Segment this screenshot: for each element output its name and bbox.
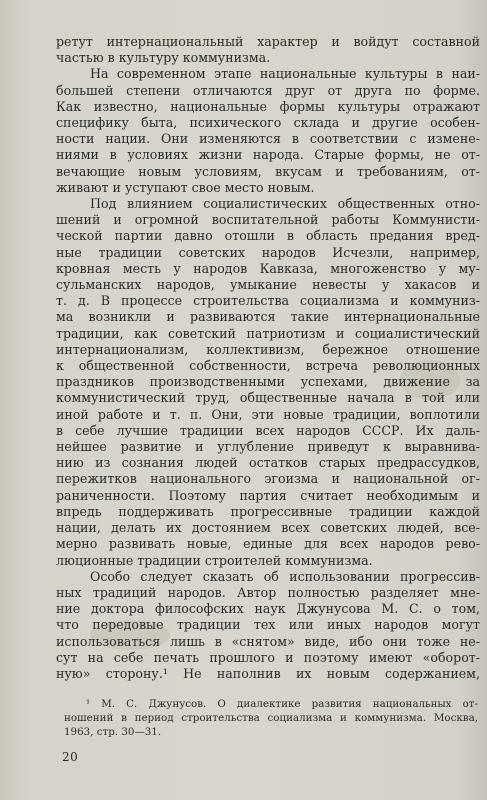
text-line: что передовые традиции тех или иных народов могут — [56, 617, 480, 633]
paragraph — [56, 66, 480, 196]
paragraph — [56, 196, 480, 569]
text-line: ную» сторону.¹ Не наполнив их новым содержанием, — [56, 665, 480, 681]
text-line: т. д. В процессе строительства социализма и коммуниз- — [56, 293, 480, 309]
text-line: нейшее развитие и углубление приведут к выравнива- — [56, 439, 480, 455]
text-line: Под влиянием социалистических общественных отно- — [90, 196, 480, 212]
text-line: использоваться лишь в «снятом» виде, ибо они тоже не- — [56, 633, 480, 649]
text-line: Как известно, национальные формы культуры отражают — [56, 98, 480, 114]
text-line: ние доктора философских наук Джунусова М. С. о том, — [56, 601, 480, 617]
text-line: раниченности. Поэтому партия считает необходимым и — [56, 487, 480, 503]
text-line: пережитков национального эгоизма и национальной ог- — [56, 471, 480, 487]
text-line: вечающие новым условиям, вкусам и требованиям, от- — [56, 163, 480, 179]
text-line: сут на себе печать прошлого и поэтому имеют «оборот- — [56, 649, 480, 665]
text-line: нию из сознания людей остатков старых предрассудков, — [56, 455, 480, 471]
text-line: На современном этапе национальные культуры в наи- — [90, 66, 480, 82]
text-line: сульманских народов, умыкание невесты у хакасов и — [56, 277, 480, 293]
text-line: нации, делать их достоянием всех советских людей, все- — [56, 520, 480, 536]
footnote-line: ¹ М. С. Джунусов. О диалектике развития национальных от- — [86, 698, 478, 710]
text-line: кровная месть у народов Кавказа, многоженство у му- — [56, 260, 480, 276]
text-line: интернационализм, коллективизм, бережное отношение — [56, 341, 480, 357]
footnote — [64, 697, 478, 739]
text-line: люционные традиции строителей коммунизма. — [56, 552, 373, 568]
text-line: Особо следует сказать об использовании прогрессив- — [90, 568, 480, 584]
text-line: шений и огромной воспитательной работы Коммунисти- — [56, 212, 480, 228]
text-line: иной работе и т. п. Они, эти новые традиции, воплотили — [56, 406, 480, 422]
paragraph — [56, 34, 480, 66]
text-line: большей степени отличаются друг от друга по форме. — [56, 82, 480, 98]
text-line: впредь поддерживать прогрессивные традиции каждой — [56, 503, 480, 519]
footnotes — [64, 697, 478, 739]
text-line: ных традиций народов. Автор полностью разделяет мне- — [56, 584, 480, 600]
text-line: к общественной собственности, встреча революционных — [56, 358, 480, 374]
body-text — [56, 34, 480, 682]
text-line: ретут интернациональный характер и войдут составной — [56, 34, 480, 49]
footnote-line: ношений в период строительства социализма и коммунизма. Москва, — [64, 712, 478, 724]
text-line: мерно развивать новые, единые для всех народов рево- — [56, 536, 480, 552]
footnote-line: 1963, стр. 30—31. — [64, 726, 162, 738]
text-line: живают и уступают свое место новым. — [56, 179, 315, 195]
paragraph — [56, 569, 480, 682]
text-line: ности нации. Они изменяются в соответствии с измене- — [56, 131, 480, 147]
text-line: специфику быта, психического склада и другие особен- — [56, 115, 480, 131]
text-line: в себе лучшие традиции всех народов СССР. Их даль- — [56, 422, 480, 438]
text-line: коммунистический труд, общественные начала в той или — [56, 390, 480, 406]
text-line: ческой партии давно отошли в область предания вред- — [56, 228, 480, 244]
text-line: частью в культуру коммунизма. — [56, 50, 271, 66]
text-line: ные традиции советских народов Исчезли, например, — [56, 244, 480, 260]
text-line: ма возникли и развиваются такие интернациональные — [56, 309, 480, 325]
text-line: праздников производственными успехами, движение за — [56, 374, 480, 390]
page-number: 20 — [62, 750, 79, 764]
text-line: традиции, как советский патриотизм и социалистический — [56, 325, 480, 341]
text-line: ниями в условиях жизни народа. Старые формы, не от- — [56, 147, 480, 163]
